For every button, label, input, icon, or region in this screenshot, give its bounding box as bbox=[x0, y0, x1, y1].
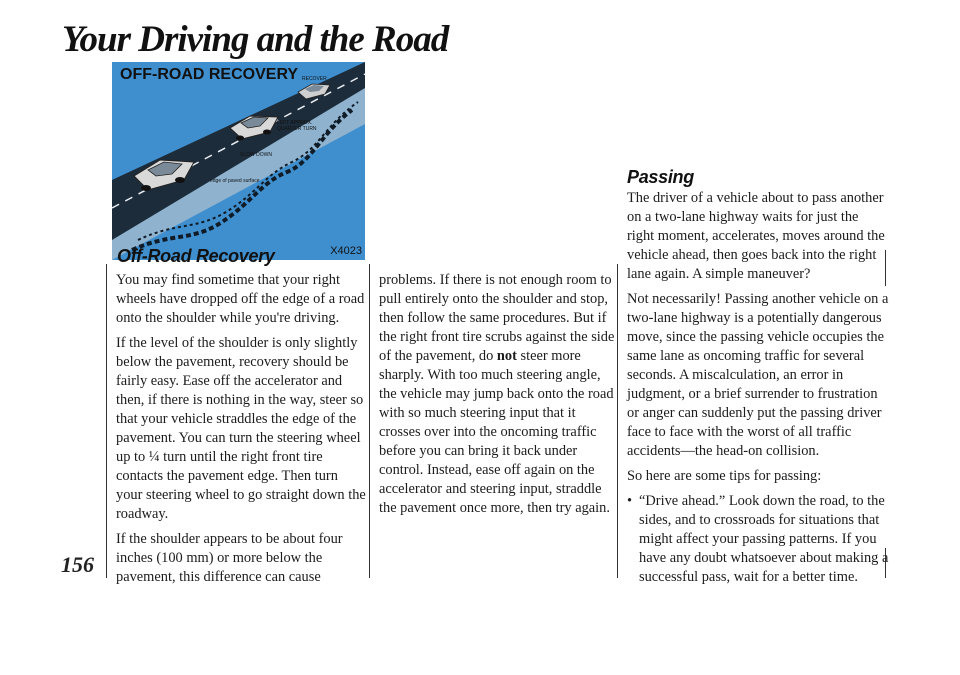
text-run: steer more sharply. With too much steering angle, the vehicle may jump back onto the road with so much steering input that it crosses over into the oncoming traffic before you can bring it back under control. Instead, ease off again on the accelerator and steering input, straddle the pavement once more, then try again. bbox=[379, 348, 614, 516]
figure-code: X4023 bbox=[330, 245, 362, 257]
list-item bbox=[627, 492, 889, 587]
paragraph: If the shoulder appears to be about four inches (100 mm) or more below the pavement, this difference can cause bbox=[116, 531, 343, 585]
label-left-turn-line1: LEFT APPROX. bbox=[277, 120, 313, 126]
paragraph bbox=[379, 271, 617, 518]
column-rule-left bbox=[369, 264, 370, 578]
margin-rule bbox=[106, 264, 107, 578]
page-number: 156 bbox=[61, 552, 94, 577]
road-scene-graphic bbox=[112, 62, 365, 260]
off-road-recovery-body bbox=[116, 271, 366, 593]
page-title: Your Driving and the Road bbox=[62, 19, 449, 60]
label-recover: RECOVER bbox=[302, 76, 327, 82]
label-slow-down: SLOW DOWN bbox=[240, 152, 272, 158]
continuation-column bbox=[379, 271, 617, 524]
emphasis-not: not bbox=[496, 348, 517, 364]
off-road-recovery-heading: Off-Road Recovery bbox=[117, 246, 275, 266]
paragraph: Not necessarily! Passing another vehicle on a two-lane highway is a potentially dangerous move, since the passing vehicle occupies the same lane as oncoming traffic for several seconds. A miscalculation, an error in judgment, or a brief surrender to frustration or anger can suddenly put the passing driver face to face with the worst of all traffic accidents—the head-on collision. bbox=[627, 291, 889, 459]
paragraph: You may find sometime that your right wheels have dropped off the edge of a road onto the shoulder while you're driving. bbox=[116, 272, 365, 326]
column-rule-right bbox=[617, 264, 618, 578]
paragraph: So here are some tips for passing: bbox=[627, 468, 822, 484]
passing-heading: Passing bbox=[627, 167, 694, 187]
label-edge-of-paved-surface: edge of paved surface bbox=[210, 178, 260, 184]
passing-body bbox=[627, 189, 889, 587]
label-left-turn-line2: QUARTER TURN bbox=[277, 126, 317, 132]
bullet-marker: • bbox=[627, 493, 633, 509]
bullet-text: “Drive ahead.” Look down the road, to the sides, and to crossroads for situations that might affect your passing patterns. If you have any doubt whatsoever about making a successful pass, wait for a better time. bbox=[639, 493, 889, 585]
illustration-heading: OFF-ROAD RECOVERY bbox=[120, 66, 299, 83]
paragraph: The driver of a vehicle about to pass another on a two-lane highway waits for just the right moment, accelerates, moves around the vehicle ahead, then goes back into the right lane again. A simple maneuver? bbox=[627, 190, 885, 282]
paragraph: If the level of the shoulder is only slightly below the pavement, recovery should be fairly easy. Ease off the accelerator and then, if there is nothing in the way, steer so that your vehicle straddles the edge of the pavement. You can turn the steering wheel up to ¼ turn until the right front tire contacts the pavement edge. Then turn your steering wheel to go straight down the roadway. bbox=[116, 335, 366, 522]
off-road-recovery-illustration bbox=[112, 62, 365, 260]
text-run: problems. If there is not enough room to pull entirely onto the shoulder and stop, then follow the same procedures. But if the right front tire scrubs against the side of the pavement, do bbox=[379, 272, 615, 364]
